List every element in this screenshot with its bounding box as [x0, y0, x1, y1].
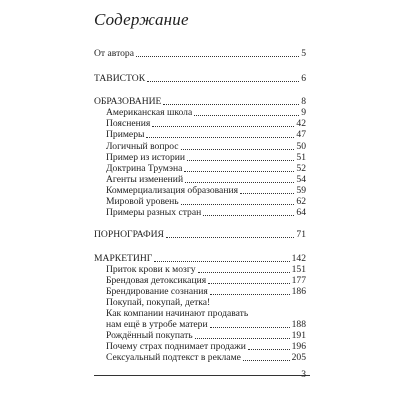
- dot-leader: [195, 338, 290, 339]
- toc-entry-page: 142: [291, 253, 306, 264]
- toc-entry: [94, 48, 306, 60]
- dot-leader: [184, 171, 294, 172]
- toc-entry-page: 59: [296, 185, 306, 196]
- toc-entry-label: Доктрина Трумэна: [106, 163, 183, 174]
- toc-entry-page: 186: [291, 286, 306, 297]
- toc-entry-label: ПОРНОГРАФИЯ: [94, 229, 164, 240]
- dot-leader: [154, 261, 289, 262]
- toc-entry-label: нам ещё в утробе матери: [106, 319, 208, 330]
- toc-entry-label: Рождённый покупать: [106, 330, 193, 341]
- dot-leader: [208, 283, 289, 284]
- toc-entry-page: 47: [296, 129, 306, 140]
- dot-leader: [136, 56, 299, 57]
- toc-entry-page: 8: [301, 96, 306, 107]
- toc-entry-label: Мировой уровень: [106, 196, 179, 207]
- toc-entry-label: Брендовая детоксикация: [106, 275, 207, 286]
- toc-entry-label: Агенты изменений: [106, 174, 184, 185]
- toc-entry-label: МАРКЕТИНГ: [94, 253, 153, 264]
- dot-leader: [166, 237, 294, 238]
- dot-leader: [203, 215, 294, 216]
- toc-entry-label: Американская школа: [106, 107, 193, 118]
- dot-leader: [210, 327, 290, 328]
- toc-entry-page: 6: [301, 73, 306, 84]
- toc-entry-label: От автора: [94, 48, 134, 59]
- toc-entry-label: Покупай, покупай, детка!: [106, 297, 211, 308]
- toc-entry: [94, 73, 306, 85]
- dot-leader: [187, 160, 294, 161]
- toc-entry-page: 188: [291, 319, 306, 330]
- dot-leader: [146, 137, 294, 138]
- toc-entry: [106, 207, 306, 219]
- toc-entry-label: ТАВИСТОК: [94, 73, 146, 84]
- dot-leader: [181, 204, 295, 205]
- toc-entry-label: Примеры разных стран: [106, 207, 202, 218]
- toc-entry-page: 9: [301, 107, 306, 118]
- dot-leader: [198, 272, 290, 273]
- dot-leader: [147, 81, 299, 82]
- toc-entry: [94, 229, 306, 241]
- dot-leader: [248, 349, 290, 350]
- toc-entry-page: 71: [296, 229, 306, 240]
- toc-entry-label: Как компании начинают продавать: [106, 308, 249, 319]
- page-title: Содержание: [94, 10, 189, 29]
- toc-entry-page: 196: [291, 341, 306, 352]
- toc-entry-page: 62: [296, 196, 306, 207]
- toc-entry-label: Пример из истории: [106, 152, 186, 163]
- toc-entry-label: Логичный вопрос: [106, 141, 179, 152]
- toc-entry-label: Сексуальный подтекст в рекламе: [106, 352, 241, 363]
- toc-entry-page: 177: [291, 275, 306, 286]
- toc-entry-label: Брендирование сознания: [106, 286, 208, 297]
- toc-entry-label: ОБРАЗОВАНИЕ: [94, 96, 162, 107]
- page-number: 3: [301, 369, 306, 380]
- toc-entry-label: Приток крови к мозгу: [106, 264, 196, 275]
- dot-leader: [240, 193, 294, 194]
- dot-leader: [194, 115, 299, 116]
- toc-entry: [106, 352, 306, 364]
- dot-leader: [210, 294, 290, 295]
- dot-leader: [163, 104, 299, 105]
- toc-entry-page: 52: [296, 163, 306, 174]
- toc-entry-page: 151: [291, 264, 306, 275]
- toc-entry-page: 205: [291, 352, 306, 363]
- dot-leader: [181, 149, 295, 150]
- toc-entry-label: Примеры: [106, 129, 145, 140]
- toc-entry-label: Пояснения: [106, 118, 151, 129]
- dot-leader: [185, 182, 294, 183]
- toc-entry-page: 51: [296, 152, 306, 163]
- toc-entry-page: 5: [301, 48, 306, 59]
- toc-entry-page: 42: [296, 118, 306, 129]
- toc-entry: [106, 129, 306, 141]
- toc-entry-label: Почему страх поднимает продажи: [106, 341, 246, 352]
- dot-leader: [243, 360, 290, 361]
- toc-entry-page: 50: [296, 141, 306, 152]
- toc-entry-page: 54: [296, 174, 306, 185]
- dot-leader: [152, 126, 294, 127]
- footer-rule: [94, 375, 310, 376]
- toc-entry-page: 191: [291, 330, 306, 341]
- toc-entry-page: 64: [296, 207, 306, 218]
- toc-entry-label: Коммерциализация образования: [106, 185, 238, 196]
